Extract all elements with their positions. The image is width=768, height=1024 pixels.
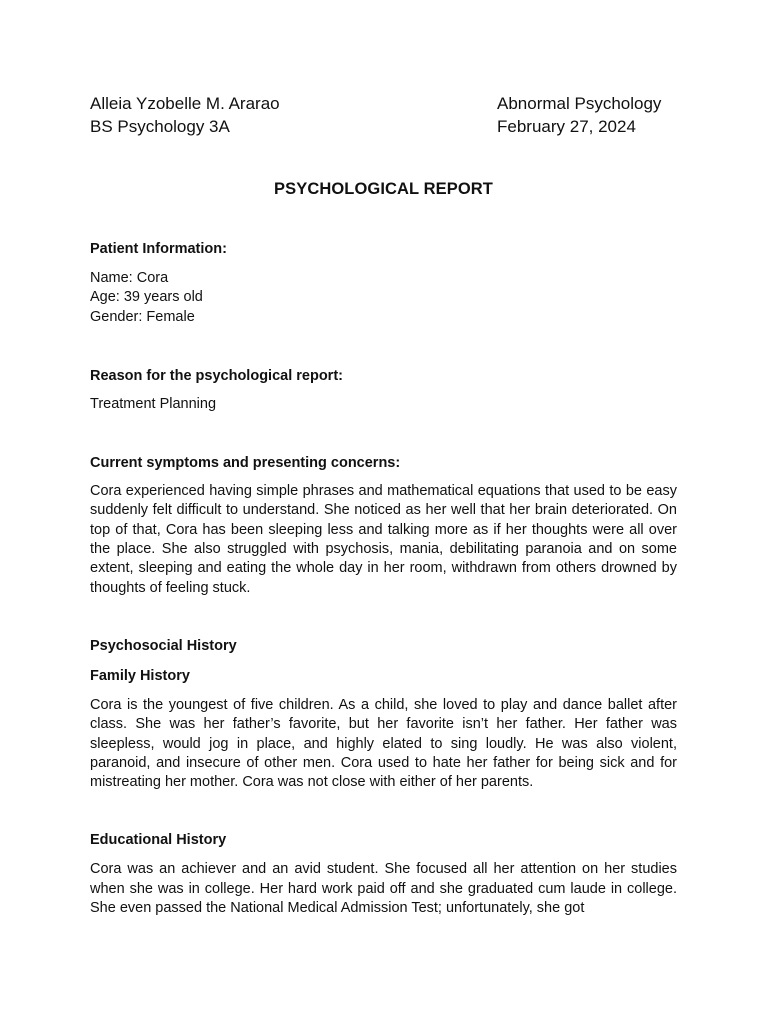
patient-info-heading: Patient Information: <box>90 241 227 257</box>
header-left <box>90 92 280 138</box>
reason-heading: Reason for the psychological report: <box>90 367 343 384</box>
psychosocial-heading: Psychosocial History <box>90 637 237 654</box>
symptoms-paragraph: Cora experienced having simple phrases and mathematical equations that used to be easy suddenly felt difficult to understand. She noticed as her well that her brain deteriorated. On top of that, Cora has been sleeping less and talking more as if her thoughts were all over the place. She also struggled with psychosis, mania, debilitating paranoia and on some extent, sleeping and eating the whole day in her room, withdrawn from others drowned by thoughts of feeling stuck. <box>90 483 677 596</box>
family-history-heading: Family History <box>90 667 190 684</box>
course: Abnormal Psychology <box>497 94 662 113</box>
header-right <box>497 92 661 138</box>
student-name: Alleia Yzobelle M. Ararao <box>90 94 280 113</box>
patient-info-block <box>90 269 677 327</box>
report-date: February 27, 2024 <box>497 117 636 136</box>
patient-age: Age: 39 years old <box>90 289 203 306</box>
program: BS Psychology 3A <box>90 117 230 136</box>
educational-history-heading: Educational History <box>90 832 227 849</box>
document-page <box>90 92 677 918</box>
educational-history-paragraph: Cora was an achiever and an avid student. She focused all her attention on her studies when she was in college. Her hard work paid off and she graduated cum laude in college. She even passed the National Medical Admission Test; unfortunately, she got <box>90 861 677 917</box>
document-header <box>90 92 677 142</box>
symptoms-heading: Current symptoms and presenting concerns: <box>90 455 401 472</box>
patient-name: Name: Cora <box>90 270 169 286</box>
family-history-paragraph: Cora is the youngest of five children. As a child, she loved to play and dance ballet after class. She was her father’s favorite, but her favorite isn’t her father. Her father was sleepless, would jog in place, and highly elated to sing loudly. He was also violent, paranoid, and insecure of other men. Cora used to hate her father for being sick and for mistreating her mother. Cora was not close with either of her parents. <box>90 696 677 791</box>
reason-text: Treatment Planning <box>90 395 217 412</box>
patient-gender: Gender: Female <box>90 308 195 325</box>
report-title: PSYCHOLOGICAL REPORT <box>274 180 493 198</box>
